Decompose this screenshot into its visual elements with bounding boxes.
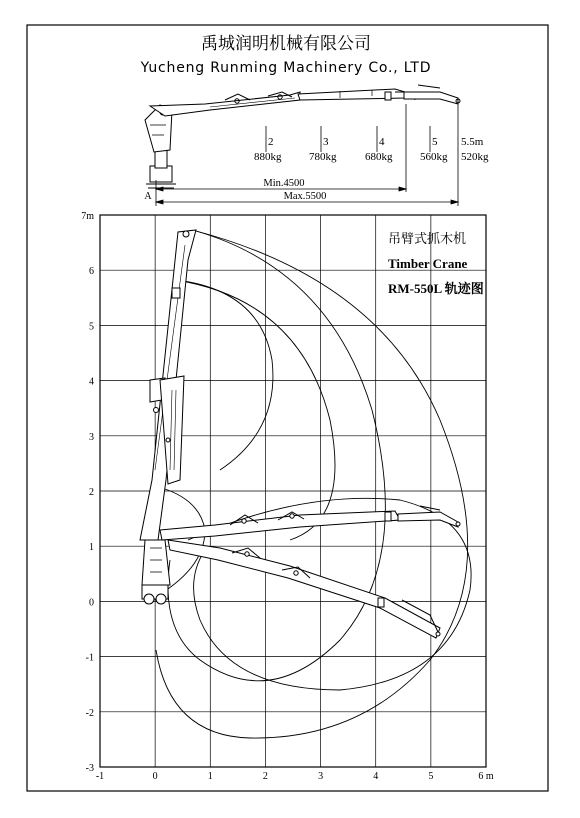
y-tick-label: 1 [89,542,94,554]
capacity-labels [254,136,489,163]
reach-label-3: 3 [323,136,329,148]
reach-label-4: 4 [379,136,385,148]
company-name-chinese: 禹城润明机械有限公司 [201,34,371,54]
x-tick-label: 6 m [478,771,494,782]
x-tick-label: 2 [262,771,268,782]
load-label-3: 780kg [309,151,337,163]
load-label-5-5: 520kg [461,151,489,163]
y-tick-label: 0 [89,597,94,609]
chart-title-english: Timber Crane [388,256,468,271]
chart-crane-base [142,540,170,604]
x-tick-label: 3 [318,771,324,782]
origin-label: A [144,191,152,202]
y-axis-ticks [81,211,94,774]
x-tick-label: 1 [207,771,213,782]
reach-envelope-arcs [150,231,471,738]
x-tick-label: -1 [95,771,105,782]
chart-title-chinese: 吊臂式抓木机 [388,232,467,247]
x-tick-label: 4 [373,771,379,782]
min-reach-label: Min.4500 [263,178,305,189]
crane-telescopic-arm [298,89,415,100]
y-tick-label: 2 [89,487,94,498]
reach-label-5: 5 [432,136,438,148]
arc-mid-reach [168,231,385,681]
y-tick-label: 3 [89,431,94,443]
company-name-english: Yucheng Runming Machinery Co., LTD [140,60,432,76]
load-label-4: 680kg [365,151,393,163]
load-label-5: 560kg [420,151,448,163]
y-tick-label: 4 [89,376,94,388]
reach-label-5-5: 5.5m [461,136,484,148]
y-tick-label: -3 [85,763,94,774]
max-reach-label: Max.5500 [283,191,327,202]
crane-side-view [145,85,460,188]
chart-title-model: RM-550L 轨迹图 [388,281,484,296]
chart-boom-descending [168,540,440,638]
crane-main-boom [150,92,300,116]
reach-label-2: 2 [268,136,274,148]
y-tick-label: 5 [89,321,94,333]
x-tick-label: 0 [152,771,158,782]
y-tick-label: -2 [85,707,94,719]
crane-base [145,105,176,188]
x-axis-ticks [96,771,494,782]
load-label-2: 880kg [254,151,282,163]
crane-extension-grapple [404,85,460,104]
chart-boom-horizontal [160,506,460,540]
x-tick-label: 5 [428,771,434,782]
arc-inner-small [176,280,273,470]
y-tick-label: -1 [85,652,94,664]
y-tick-label: 7m [81,211,94,222]
y-tick-label: 6 [89,266,94,278]
